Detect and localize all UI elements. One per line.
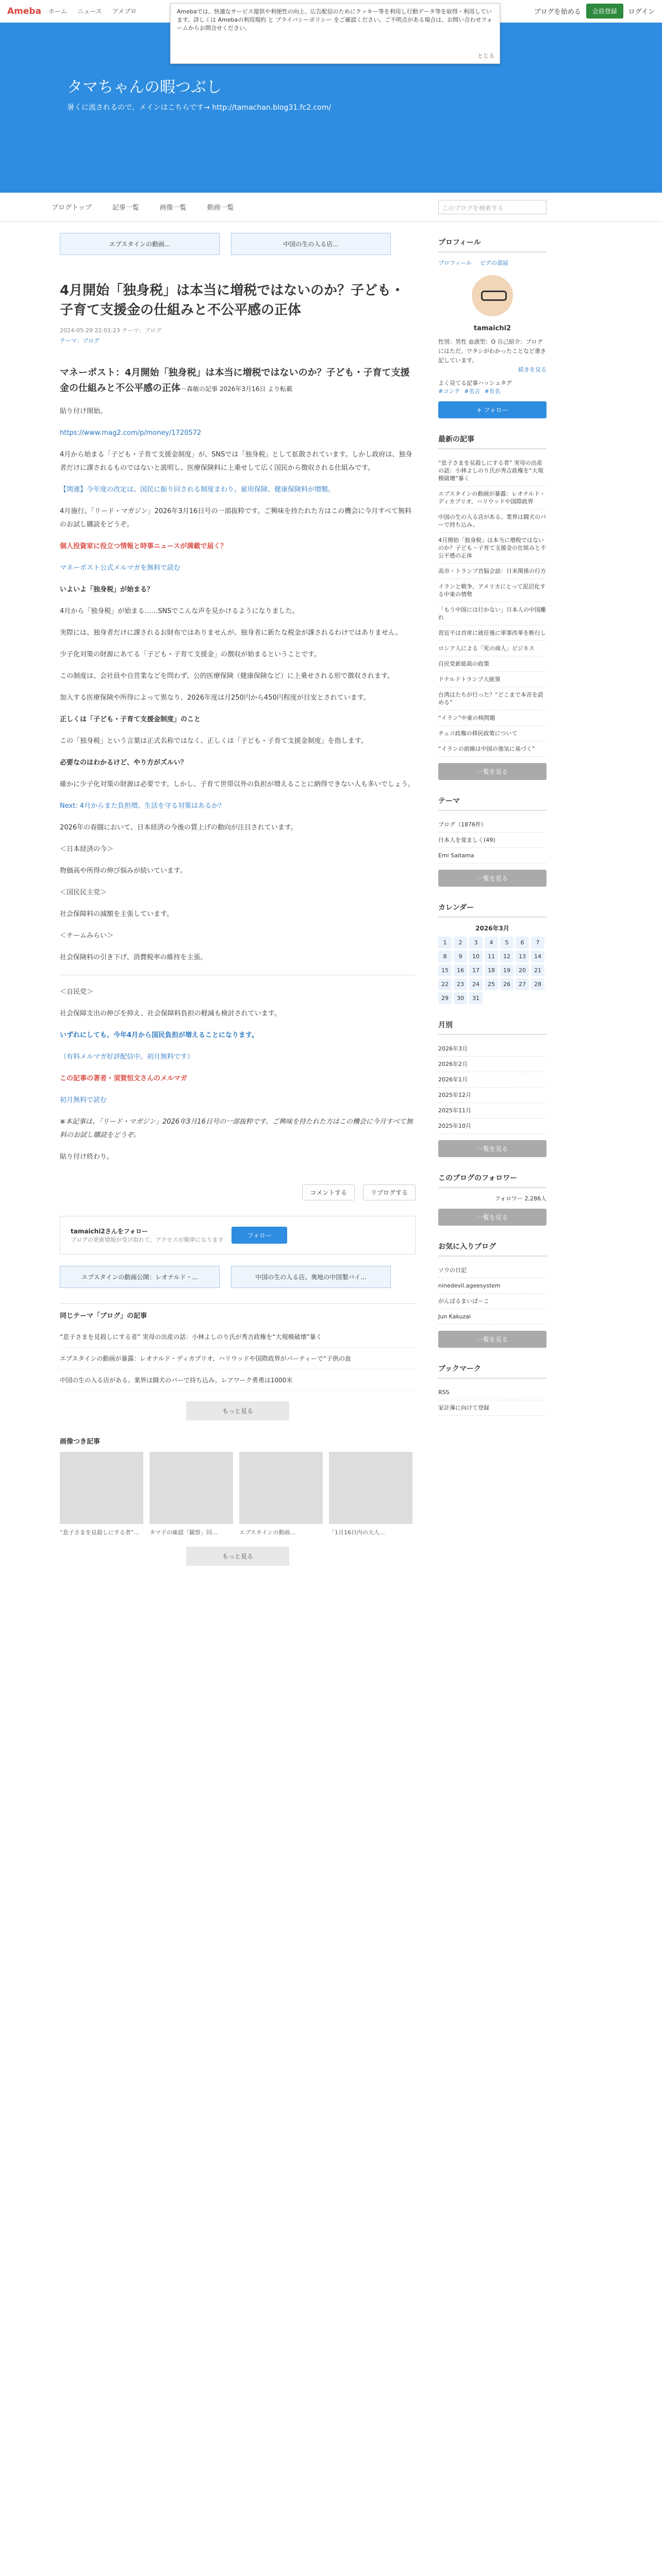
calendar-day[interactable]: 10 xyxy=(469,951,483,962)
profile-card xyxy=(438,275,547,332)
register-button[interactable]: 会員登録 xyxy=(586,4,623,19)
side-follow-button[interactable]: + フォロー xyxy=(438,401,547,418)
note-text: ※本記事は、「リード・マガジン」2026年3月16日号の一部抜粋です。ご興味を持たれた方はこの機会に今月すべて無料のお試し購読をどうぞ。 xyxy=(60,1118,413,1139)
paragraph: 加入する医療保険や所得によって異なり、2026年度は月250円から450円程度が目安とされています。 xyxy=(60,694,370,702)
rss-link[interactable]: RSS xyxy=(438,1385,547,1400)
calendar-day[interactable]: 26 xyxy=(500,978,514,990)
image-thumb[interactable] xyxy=(329,1452,412,1524)
recent-item[interactable]: 台湾はたちが行った？“どこまで本音を読める” xyxy=(438,687,547,710)
hashtags-title: よく見てる記事ハッシュタグ xyxy=(438,380,512,386)
author-mailmag-link[interactable]: この記事の著者・須賀恒文さんのメルマガ xyxy=(60,1075,188,1082)
calendar-day[interactable]: 8 xyxy=(438,951,452,962)
recent-item[interactable]: 「もう中国には行かない」日本人の中国離れ xyxy=(438,602,547,625)
list-item[interactable]: 中国の生の入る店がある。業界は闘犬のバーで持ち込み。レアワーク勇勇は1000米 xyxy=(60,1369,416,1391)
section-heading: 正しくは「子ども・子育て支援金制度」のこと xyxy=(60,716,201,723)
archive-item[interactable]: 2026年1月 xyxy=(438,1072,547,1088)
list-item[interactable]: “息子さまを見殺しにする者” 実母の出産の話：小林よしのり氏が秀吉政権を“大規模破壊”暴く xyxy=(60,1326,416,1348)
topbar-actions xyxy=(534,4,655,19)
source-link[interactable]: https://www.mag2.com/p/money/1720572 xyxy=(60,429,202,437)
calendar-day[interactable]: 29 xyxy=(438,992,452,1004)
calendar-day[interactable]: 15 xyxy=(438,964,452,976)
archive-list xyxy=(438,1041,547,1134)
calendar-day[interactable]: 25 xyxy=(485,978,498,990)
follow-sub: ブログの更新情報が受け取れて、アクセスが簡単になります xyxy=(71,1236,224,1243)
recent-item[interactable]: チェコ政権の移民政策について xyxy=(438,726,547,741)
followers-count: フォロワー 2,286人 xyxy=(494,1195,547,1202)
nav-ameblo[interactable]: アメブロ xyxy=(112,8,137,15)
calendar-heading: カレンダー xyxy=(438,902,547,918)
tab-images[interactable]: 画像一覧 xyxy=(159,204,187,212)
image-thumb[interactable] xyxy=(60,1452,143,1524)
blog-title[interactable]: タマちゃんの暇つぶし xyxy=(67,78,222,96)
calendar-day[interactable]: 19 xyxy=(500,964,514,976)
theme-more-button[interactable]: 一覧を見る xyxy=(438,870,547,887)
archive-item[interactable]: 2025年10月 xyxy=(438,1118,547,1134)
paragraph: 物価高や所得の伸び悩みが続いています。 xyxy=(60,867,187,875)
hashtag[interactable]: #有名 xyxy=(484,388,501,395)
profile-more-link[interactable]: 続きを見る xyxy=(518,366,547,373)
more-button[interactable]: もっと見る xyxy=(186,1401,289,1420)
article-meta: 2024-05-29 22:01:23 テーマ：ブログ xyxy=(60,327,162,334)
image-caption[interactable]: 「1月16日内の大人... xyxy=(329,1529,385,1536)
archive-more-button[interactable]: 一覧を見る xyxy=(438,1140,547,1157)
related-item[interactable]: ソウの日記 xyxy=(438,1263,547,1278)
recent-item[interactable]: エプスタインの動画が暴露：レオナルド・ディカプリオ、ハリウッドや国際政界 xyxy=(438,486,547,510)
calendar-day[interactable]: 31 xyxy=(469,992,483,1004)
comment-button[interactable]: コメントする xyxy=(302,1184,355,1200)
tab-blog-top[interactable]: ブログトップ xyxy=(52,204,92,212)
blog-nav xyxy=(0,193,662,222)
image-caption[interactable]: “息子さまを見殺しにする者”… xyxy=(60,1529,140,1536)
recent-item[interactable]: “イランの前線は中国の強気に基づく” xyxy=(438,741,547,757)
tab-videos[interactable]: 動画一覧 xyxy=(207,204,234,212)
global-topbar xyxy=(0,0,662,59)
profile-heading: プロフィール xyxy=(438,237,547,252)
recent-item[interactable]: イランと戦争、アメリカにとって泥沼化する中東の情勢 xyxy=(438,579,547,602)
bookmark-link[interactable]: 家計簿に向けて登録 xyxy=(438,1400,547,1416)
calendar-day[interactable]: 6 xyxy=(516,937,529,948)
theme-item[interactable]: Emi Saitama xyxy=(438,848,547,863)
calendar-day[interactable]: 20 xyxy=(516,964,529,976)
promo-link[interactable]: マネーポスト公式メルマガを無料で読む xyxy=(60,564,181,572)
recent-list xyxy=(438,455,547,757)
nav-home[interactable]: ホーム xyxy=(48,8,68,15)
calendar-day[interactable]: 7 xyxy=(531,937,544,948)
hashtags xyxy=(438,387,547,395)
calendar-day[interactable]: 13 xyxy=(516,951,529,962)
emphasis-text: いずれにしても、今年4月から国民負担が増えることになります。 xyxy=(60,1031,259,1039)
feed-heading: ブックマーク xyxy=(438,1363,547,1379)
profile-tabs xyxy=(438,259,547,267)
follow-text-wrap xyxy=(71,1227,223,1244)
recent-item[interactable]: “息子さまを見殺しにする者” 実母の出産の話：小林よしのり氏が秀吉政権を“大規模破壊”暴く xyxy=(438,455,547,486)
related-item[interactable]: Jun Kakuzai xyxy=(438,1309,547,1325)
follow-text: tamaichi2さんをフォロー xyxy=(71,1228,148,1235)
recent-item[interactable]: 4月開始「独身税」は本当に増税ではないのか？子ども・子育て支援金の仕組みと不公平感の正体 xyxy=(438,533,547,564)
paste-start: 貼り付け開始。 xyxy=(60,408,107,415)
section-heading: いよいよ「独身税」が始まる？ xyxy=(60,586,154,594)
section-heading: ＜国民民主党＞ xyxy=(60,889,107,896)
calendar-day[interactable]: 28 xyxy=(531,978,544,990)
trial-link[interactable]: 初月無料で読む xyxy=(60,1096,107,1104)
related-more-button[interactable]: 一覧を見る xyxy=(438,1331,547,1348)
calendar-day[interactable]: 27 xyxy=(516,978,529,990)
calendar-day[interactable]: 23 xyxy=(454,978,467,990)
related-item[interactable]: ninedevil.ageesystem xyxy=(438,1278,547,1294)
next-page-link[interactable]: Next: 4月からまた負担増、生活を守る対策はあるか？ xyxy=(60,802,225,810)
calendar-day[interactable]: 4 xyxy=(485,937,498,948)
recent-item[interactable]: “イラン”中東の核問題 xyxy=(438,710,547,726)
profile-desc: 性別：男性 血液型：O 自己紹介：ブログにはただ、ワタシがわかったことなど書き記しています。 xyxy=(438,338,546,364)
calendar-day[interactable]: 17 xyxy=(469,964,483,976)
calendar-day[interactable]: 9 xyxy=(454,951,467,962)
reblog-button[interactable]: リブログする xyxy=(363,1184,416,1200)
related-item[interactable]: がんばるまいばーこ xyxy=(438,1294,547,1309)
tab-profile[interactable]: プロフィール xyxy=(438,260,472,266)
blog-subtitle: 暑くに流されるので、メインはこちらです→ http://tamachan.blog31.fc2.com/ xyxy=(67,104,332,112)
section-heading: ＜日本経済の今＞ xyxy=(60,845,114,853)
calendar-day[interactable]: 30 xyxy=(454,992,467,1004)
blog-start-link[interactable]: ブログを始める xyxy=(534,8,581,16)
theme-list xyxy=(438,817,547,863)
image-thumb[interactable] xyxy=(239,1452,323,1524)
cookie-close-button[interactable]: とじる xyxy=(477,53,494,59)
ameba-logo[interactable]: Ameba xyxy=(7,6,42,16)
recent-item[interactable]: 高市・トランプ首脳会談：日米関係の行方 xyxy=(438,564,547,579)
prev-article-link[interactable]: エプスタインの動画公開：レオナルド・... xyxy=(60,1266,220,1288)
article-title[interactable]: 4月開始「独身税」は本当に増税ではないのか？子ども・子育て支援金の仕組みと不公平感の正体 xyxy=(60,283,405,318)
next-article-link[interactable]: 中国の生の入る店、奥地の中国製バイ... xyxy=(231,1266,391,1288)
more-button[interactable]: もっと見る xyxy=(186,1547,289,1566)
image-articles xyxy=(60,1436,416,1566)
image-grid xyxy=(60,1452,416,1524)
promo-text[interactable]: 個人投資家に役立つ情報と時事ニュースが満載で届く？ xyxy=(60,543,227,550)
calendar-day[interactable]: 3 xyxy=(469,937,483,948)
recent-heading: 最新の記事 xyxy=(438,434,547,449)
paragraph: 少子化対策の財源にあてる「子ども・子育て支援金」の徴収が始まるということです。 xyxy=(60,651,321,658)
share-bar xyxy=(60,1184,416,1200)
archive-item[interactable]: 2026年2月 xyxy=(438,1057,547,1072)
calendar-day[interactable]: 14 xyxy=(531,951,544,962)
login-link[interactable]: ログイン xyxy=(628,8,655,16)
theme-item[interactable]: ブログ（1876件） xyxy=(438,817,547,833)
archive-item[interactable]: 2026年3月 xyxy=(438,1041,547,1057)
image-thumb[interactable] xyxy=(150,1452,233,1524)
paragraph: 社会保障支出の伸びを抑え、社会保障料負担の軽減も検討されています。 xyxy=(60,1010,281,1018)
calendar-day[interactable]: 18 xyxy=(485,964,498,976)
related-heading: お気に入りブログ xyxy=(438,1241,547,1257)
avatar[interactable] xyxy=(472,275,513,316)
promo-link[interactable]: （有料メルマガ好評配信中。初月無料です） xyxy=(60,1053,194,1061)
main-column xyxy=(60,222,416,1576)
article-body xyxy=(60,365,416,1164)
recent-item[interactable]: 中国の生の入る店がある。業界は闘犬のバーで持ち込み。 xyxy=(438,510,547,533)
paragraph: 確かに少子化対策の財源は必要です。しかし、子育て世帯以外の負担が増えることに納得できない人も多いでしょう。 xyxy=(60,781,415,788)
section-heading: ＜チームみらい＞ xyxy=(60,932,114,940)
image-articles-title: 画像つき記事 xyxy=(60,1438,101,1446)
calendar-grid xyxy=(438,937,547,1004)
cookie-notice xyxy=(170,3,500,64)
followers-more-button[interactable]: 一覧を見る xyxy=(438,1209,547,1226)
calendar-day[interactable]: 11 xyxy=(485,951,498,962)
hashtag[interactable]: #コンテ xyxy=(438,388,460,395)
paragraph: この制度は、会社員や自営業などを問わず、公的医療保険（健康保険など）に上乗せされる形で徴収されます。 xyxy=(60,672,394,680)
calendar-day[interactable]: 12 xyxy=(500,951,514,962)
tab-pigg[interactable]: ピグの部屋 xyxy=(479,260,508,266)
archive-item[interactable]: 2025年11月 xyxy=(438,1103,547,1118)
recent-item[interactable]: ロシア人による「死の商人」ビジネス xyxy=(438,641,547,656)
followers-heading: このブログのフォロワー xyxy=(438,1173,547,1188)
image-caption[interactable]: タマ子の確認「観察」回... xyxy=(150,1529,218,1536)
calendar-day[interactable]: 1 xyxy=(438,937,452,948)
calendar-day[interactable]: 21 xyxy=(531,964,544,976)
paragraph: 4月施行。「リード・マガジン」2026年3月16日号の一部抜粋です。ご興味を持たれた方はこの機会に今月すべて無料のお試し購読をどうぞ。 xyxy=(60,507,412,529)
section-heading: 必要なのはわかるけど、やり方がズルい？ xyxy=(60,759,188,767)
recent-item[interactable]: ドナルドトランプ大統領 xyxy=(438,672,547,687)
mid-pager xyxy=(60,1266,416,1288)
related-link[interactable]: 【関連】今年度の改定は、国民に振り回される制度まわり。雇用保険、健康保険料が増額。 xyxy=(60,486,335,494)
feed-list xyxy=(438,1385,547,1416)
article-lead: マネーポスト：4月開始「独身税」は本当に増税ではないのか？子ども・子育て支援金の仕組みと不公平感の正体－森敏の記事 2026年3月16日 より転載 xyxy=(60,367,410,394)
recent-item[interactable]: 自民党新総裁の政策 xyxy=(438,656,547,672)
related-list xyxy=(438,1263,547,1325)
article-theme[interactable]: テーマ：ブログ xyxy=(60,337,100,344)
theme-item[interactable]: 日本人を覚ましく(49) xyxy=(438,833,547,848)
paragraph: 社会保障料の減額を主張しています。 xyxy=(60,910,173,918)
list-item[interactable]: エプスタインの動画が暴露：レオナルド・ディカプリオ、ハリウッドや国際政界がパーティーで“子供の血 xyxy=(60,1348,416,1369)
same-theme-title: 同じテーマ「ブログ」の記事 xyxy=(60,1312,147,1320)
global-nav xyxy=(48,7,145,15)
calendar-day[interactable]: 24 xyxy=(469,978,483,990)
archive-item[interactable]: 2025年12月 xyxy=(438,1088,547,1103)
image-caption[interactable]: エプスタインの動画... xyxy=(239,1529,295,1536)
follow-box xyxy=(60,1216,416,1255)
calendar-day[interactable]: 5 xyxy=(500,937,514,948)
profile-name[interactable]: tamaichi2 xyxy=(473,325,511,332)
paragraph: 実際には、独身者だけに課されるお財布ではありませんが、独身者に新たな税金が課されるわけではありません。 xyxy=(60,629,402,637)
sidebar xyxy=(438,222,547,1416)
calendar-day[interactable]: 16 xyxy=(454,964,467,976)
section-heading: ＜自民党＞ xyxy=(60,988,94,996)
paragraph: 4月から始まる「子ども・子育て支援金制度」が、SNSでは「独身税」として拡散されています。しかし政府は、独身者だけに課されるものではないと説明し、医療保険料に上乗せして広く国民から徴収される仕組みです。 xyxy=(60,451,412,472)
archive-heading: 月別 xyxy=(438,1020,547,1035)
follow-button[interactable]: フォロー xyxy=(231,1227,287,1244)
blog-search-input[interactable]: このブログを検索する xyxy=(438,200,547,214)
calendar-day[interactable]: 22 xyxy=(438,978,452,990)
next-article-link[interactable]: 中国の生の入る店... xyxy=(231,233,391,255)
recent-item[interactable]: 習近平は首席に就任後に軍事改革を断行し xyxy=(438,625,547,641)
calendar-month: 2026年3月 xyxy=(475,925,509,932)
image-captions xyxy=(60,1526,416,1536)
same-theme-list xyxy=(60,1303,416,1420)
paragraph: 社会保険料の引き下げ、消費税率の維持を主張。 xyxy=(60,954,207,961)
cookie-notice-text: Amebaでは、快適なサービス提供や利便性の向上、広告配信のためにクッキー等を利用し行動データ等を取得・利用しています。詳しくは Amebaの利用規約 と プライバシーポリシー をご確認ください。ご不明点がある場合は、お問い合わせフォームからお問合せください。 xyxy=(177,8,492,31)
paragraph: 2026年の春闘において、日本経済の今後の賃上げの動向が注目されています。 xyxy=(60,824,297,832)
hashtag[interactable]: #名言 xyxy=(464,388,481,395)
theme-heading: テーマ xyxy=(438,795,547,811)
recent-more-button[interactable]: 一覧を見る xyxy=(438,763,547,780)
paragraph: この「独身税」という言葉は正式名称ではなく、正しくは「子ども・子育て支援金制度」を指します。 xyxy=(60,737,368,745)
nav-news[interactable]: ニュース xyxy=(77,8,102,15)
top-pager xyxy=(60,233,416,255)
paste-end: 貼り付け終わり。 xyxy=(60,1153,114,1161)
paragraph: 4月から「独身税」が始まる……SNSでこんな声を見かけるようになりました。 xyxy=(60,607,299,615)
prev-article-link[interactable]: エプスタインの動画... xyxy=(60,233,220,255)
tab-articles[interactable]: 記事一覧 xyxy=(112,204,139,212)
calendar-day[interactable]: 2 xyxy=(454,937,467,948)
